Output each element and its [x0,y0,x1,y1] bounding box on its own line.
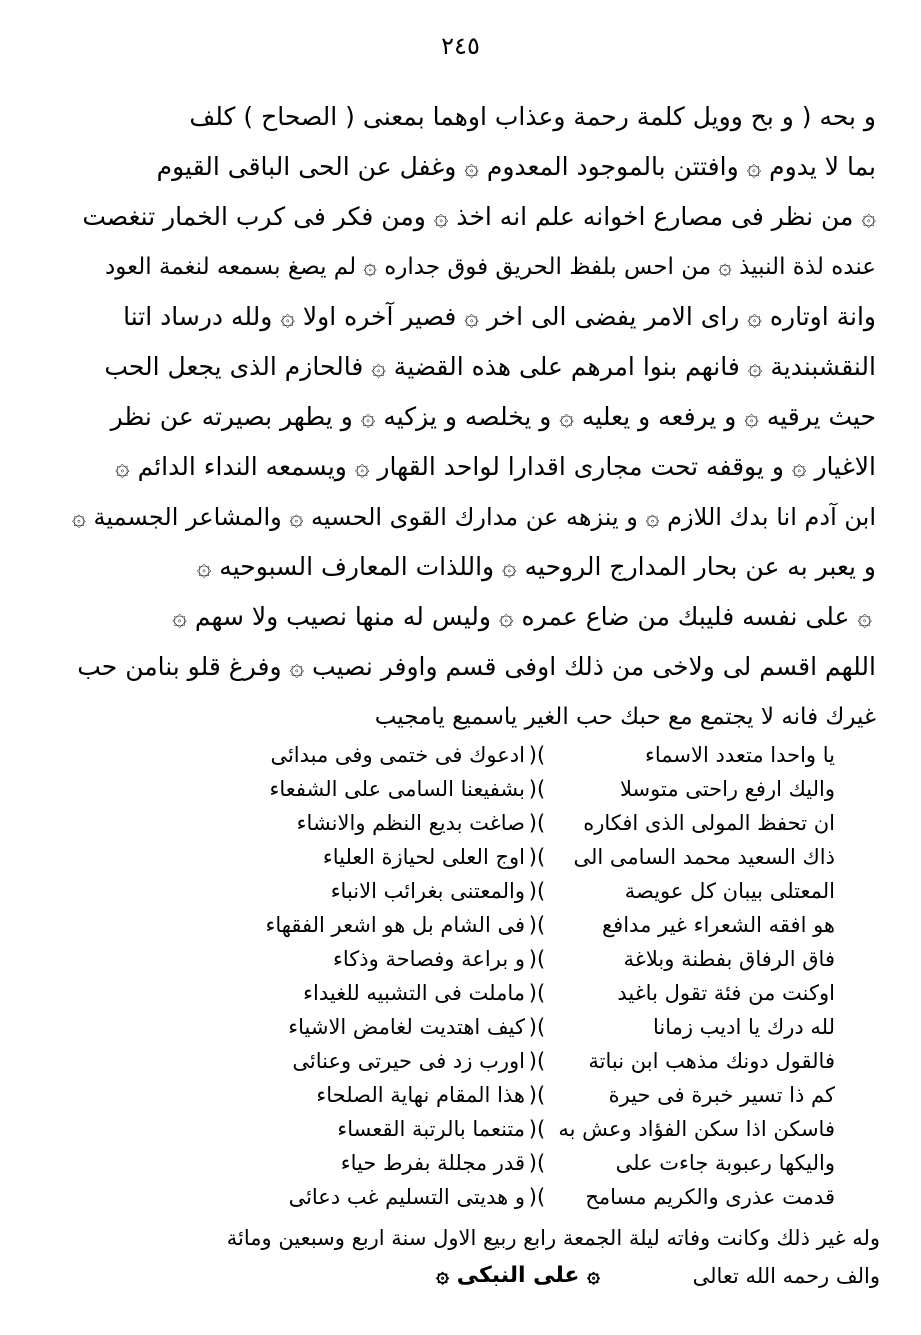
verse-separator: )( [528,811,546,835]
verse-separator: )( [528,879,546,903]
poem-verse [255,976,835,1010]
verse-hemistich-right: ذاك السعيد محمد السامى الى [573,845,835,869]
poem-verse [255,772,835,806]
verse-hemistich-left: هذا المقام نهاية الصلحاء [316,1083,525,1107]
verse-hemistich-right: كم ذا تسير خبرة فى حيرة [608,1083,835,1107]
poem-verse [255,1146,835,1180]
verse-separator: )( [528,981,546,1005]
verse-hemistich-left: صاغت بديع النظم والانشاء [296,811,525,835]
ornament-icon: ۞ [587,1263,600,1288]
verse-separator: )( [528,845,546,869]
prose-line: و بحه ( و بح وويل كلمة رحمة وعذاب اوهما بمعنى ( الصحاح ) كلف [189,102,876,131]
verse-hemistich-left: كيف اهتديت لغامض الاشياء [288,1015,525,1039]
verse-separator: )( [528,913,546,937]
verse-hemistich-right: المعتلى بيبان كل عويصة [624,879,835,903]
prose-line: النقشبندية ۞ فانهم بنوا امرهم على هذه القضية ۞ فالحازم الذى يجعل الحب [104,352,876,381]
closing-line: والف رحمه الله تعالى [692,1264,880,1288]
prose-line: عنده لذة النبيذ ۞ من احس بلفظ الحريق فوق جداره ۞ لم يصغ بسمعه لنغمة العود [105,254,876,280]
verse-separator: )( [528,1117,546,1141]
verse-separator: )( [528,1185,546,1209]
poem-verse [255,738,835,772]
verse-hemistich-left: اورب زد فى حيرتى وعنائى [292,1049,525,1073]
verse-hemistich-right: لله درك يا اديب زمانا [652,1015,835,1039]
verse-hemistich-left: والمعتنى بغرائب الانباء [330,879,525,903]
poem-verse [255,1112,835,1146]
verse-hemistich-right: هو افقه الشعراء غير مدافع [602,913,835,937]
verse-hemistich-left: ماملت فى التشبيه للغيداء [303,981,525,1005]
prose-line: ابن آدم انا بدك اللازم ۞ و ينزهه عن مدارك القوى الحسيه ۞ والمشاعر الجسمية ۞ [71,503,876,531]
verse-hemistich-right: قدمت عذرى والكريم مسامح [585,1185,835,1209]
poem-verse [255,1010,835,1044]
signature-name: على النبكى [449,1263,588,1288]
prose-line: حيث يرقيه ۞ و يرفعه و يعليه ۞ و يخلصه و يزكيه ۞ و يطهر بصيرته عن نظر [110,402,876,431]
prose-line: اللهم اقسم لى ولاخى من ذلك اوفى قسم واوفر نصيب ۞ وفرغ قلو بنامن حب [77,652,876,681]
verse-separator: )( [528,947,546,971]
verse-hemistich-right: اوكنت من فئة تقول باغيد [617,981,835,1005]
verse-hemistich-left: بشفيعنا السامى على الشفعاء [269,777,525,801]
verse-hemistich-right: يا واحدا متعدد الاسماء [645,743,835,767]
poem-verse [255,840,835,874]
verse-hemistich-left: و هديتى التسليم غب دعائى [288,1185,525,1209]
poem-verse [255,874,835,908]
verse-separator: )( [528,777,546,801]
verse-separator: )( [528,1083,546,1107]
verse-hemistich-right: فاسكن اذا سكن الفؤاد وعش به [558,1117,835,1141]
poem-verse [255,1044,835,1078]
poem-verse [255,908,835,942]
verse-hemistich-left: فى الشام بل هو اشعر الفقهاء [265,913,525,937]
verse-hemistich-right: فاق الرفاق بفطنة وبلاغة [623,947,835,971]
verse-hemistich-left: قدر مجللة بفرط حياء [340,1151,525,1175]
poem-verse [255,1180,835,1214]
ornament-icon: ۞ [436,1263,450,1288]
verse-hemistich-left: اوج العلى لحيازة العلياء [322,845,525,869]
signature [436,1258,600,1294]
verse-hemistich-right: واليكها رعبوبة جاءت على [615,1151,835,1175]
verse-hemistich-right: ان تحفظ المولى الذى افكاره [583,811,835,835]
closing-line: وله غير ذلك وكانت وفاته ليلة الجمعة رابع ربيع الاول سنة اربع وسبعين ومائة [226,1226,880,1250]
verse-hemistich-right: واليك ارفع راحتى متوسلا [620,777,835,801]
verse-separator: )( [528,743,546,767]
poem-verse [255,1078,835,1112]
poem-verse [255,942,835,976]
verse-separator: )( [528,1015,546,1039]
verse-hemistich-left: ادعوك فى ختمى وفى مبدائى [270,743,525,767]
verse-hemistich-left: و براعة وفصاحة وذكاء [332,947,525,971]
prose-line: و يعبر به عن بحار المدارج الروحيه ۞ واللذات المعارف السبوحيه ۞ [196,552,876,581]
verse-separator: )( [528,1151,546,1175]
prose-line: ۞ على نفسه فليبك من ضاع عمره ۞ وليس له منها نصيب ولا سهم ۞ [172,602,872,631]
prose-line: ۞ من نظر فى مصارع اخوانه علم انه اخذ ۞ ومن فكر فى كرب الخمار تنغصت [82,202,876,231]
verse-hemistich-right: فالقول دونك مذهب ابن نباتة [588,1049,835,1073]
page-number: ٢٤٥ [441,32,480,60]
poem-verse [255,806,835,840]
prose-line: الاغيار ۞ و يوقفه تحت مجارى اقدارا لواحد القهار ۞ ويسمعه النداء الدائم ۞ [114,452,876,481]
prose-line: وانة اوتاره ۞ راى الامر يفضى الى اخر ۞ فصير آخره اولا ۞ ولله درساد اتنا [123,302,876,331]
prose-line: غيرك فانه لا يجتمع مع حبك حب الغير ياسميع يامجيب [374,704,876,730]
verse-hemistich-left: متنعما بالرتبة القعساء [337,1117,525,1141]
prose-line: بما لا يدوم ۞ وافتتن بالموجود المعدوم ۞ وغفل عن الحى الباقى القيوم [156,152,876,181]
verse-separator: )( [528,1049,546,1073]
